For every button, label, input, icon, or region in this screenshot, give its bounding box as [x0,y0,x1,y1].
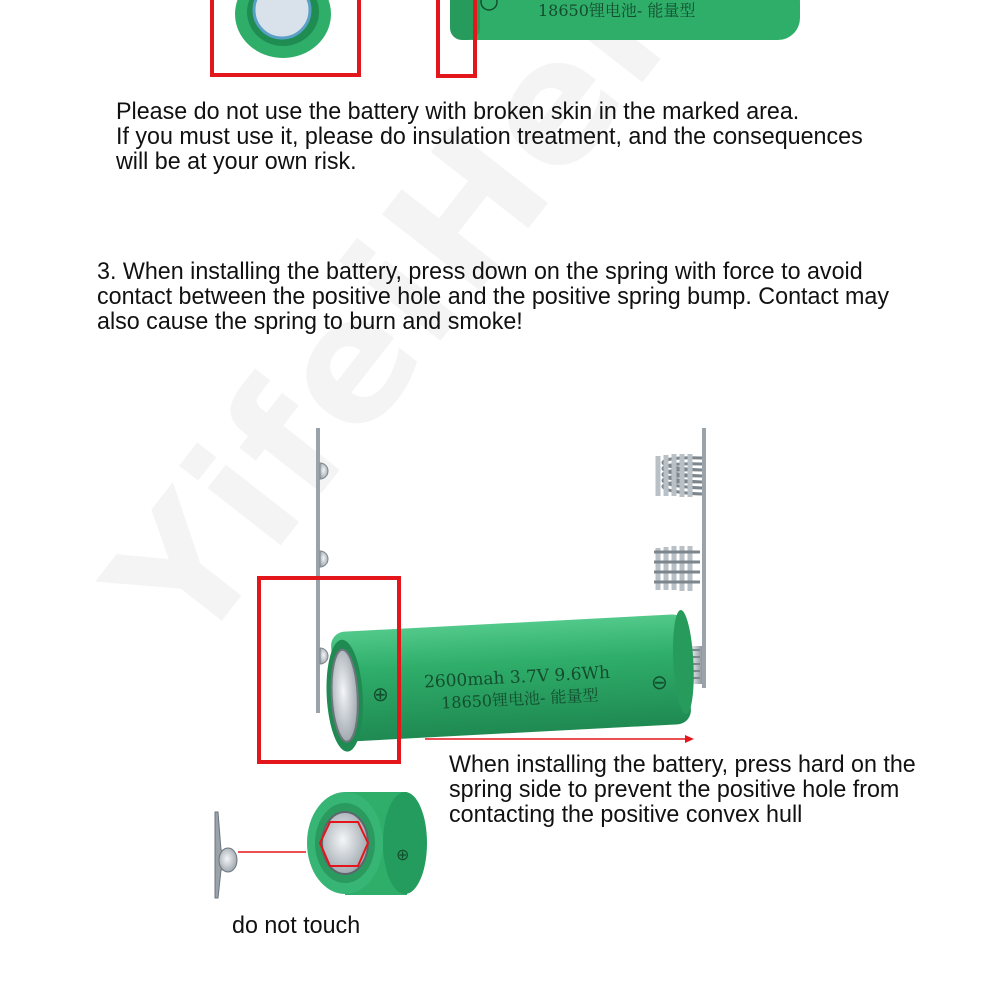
battery-plus-symbol: ⊕ [372,682,389,706]
install-note-line: spring side to prevent the positive hole from [449,776,900,803]
installation-illustration [0,420,1000,960]
top-battery-end-view [235,0,331,58]
contact-bump-detail [215,812,306,898]
top-battery-body [450,0,800,40]
battery-minus-symbol: ⊖ [651,670,668,694]
install-note-line: When installing the battery, press hard on the [449,751,916,778]
step3-line: 3. When installing the battery, press down on the spring with force to avoid [97,258,863,285]
step3-line: contact between the positive hole and the positive spring bump. Contact may [97,283,889,310]
spring-middle [654,546,700,591]
positive-contact-plate [316,428,328,713]
install-note [449,752,916,827]
step3-text [97,259,889,334]
step3-line: also cause the spring to burn and smoke! [97,308,523,335]
direction-arrow [425,735,694,743]
warning-text [116,99,863,174]
battery-type-label: 18650锂电池- 能量型 [440,685,599,713]
warning-line: will be at your own risk. [116,148,357,175]
warning-line: Please do not use the battery with broken skin in the marked area. [116,98,800,125]
battery-18650 [324,610,696,753]
end-view-plus-symbol: ⊕ [396,845,410,864]
spring-upper [658,454,702,497]
top-illustration [0,0,1000,90]
battery-end-view [307,792,427,895]
top-battery-label: 18650锂电池- 能量型 [538,1,696,20]
do-not-touch-label: do not touch [232,912,361,939]
warning-line: If you must use it, please do insulation treatment, and the consequences [116,123,863,150]
battery-spec-label: 2600mah 3.7V 9.6Wh [423,662,611,693]
install-note-line: contacting the positive convex hull [449,801,803,828]
